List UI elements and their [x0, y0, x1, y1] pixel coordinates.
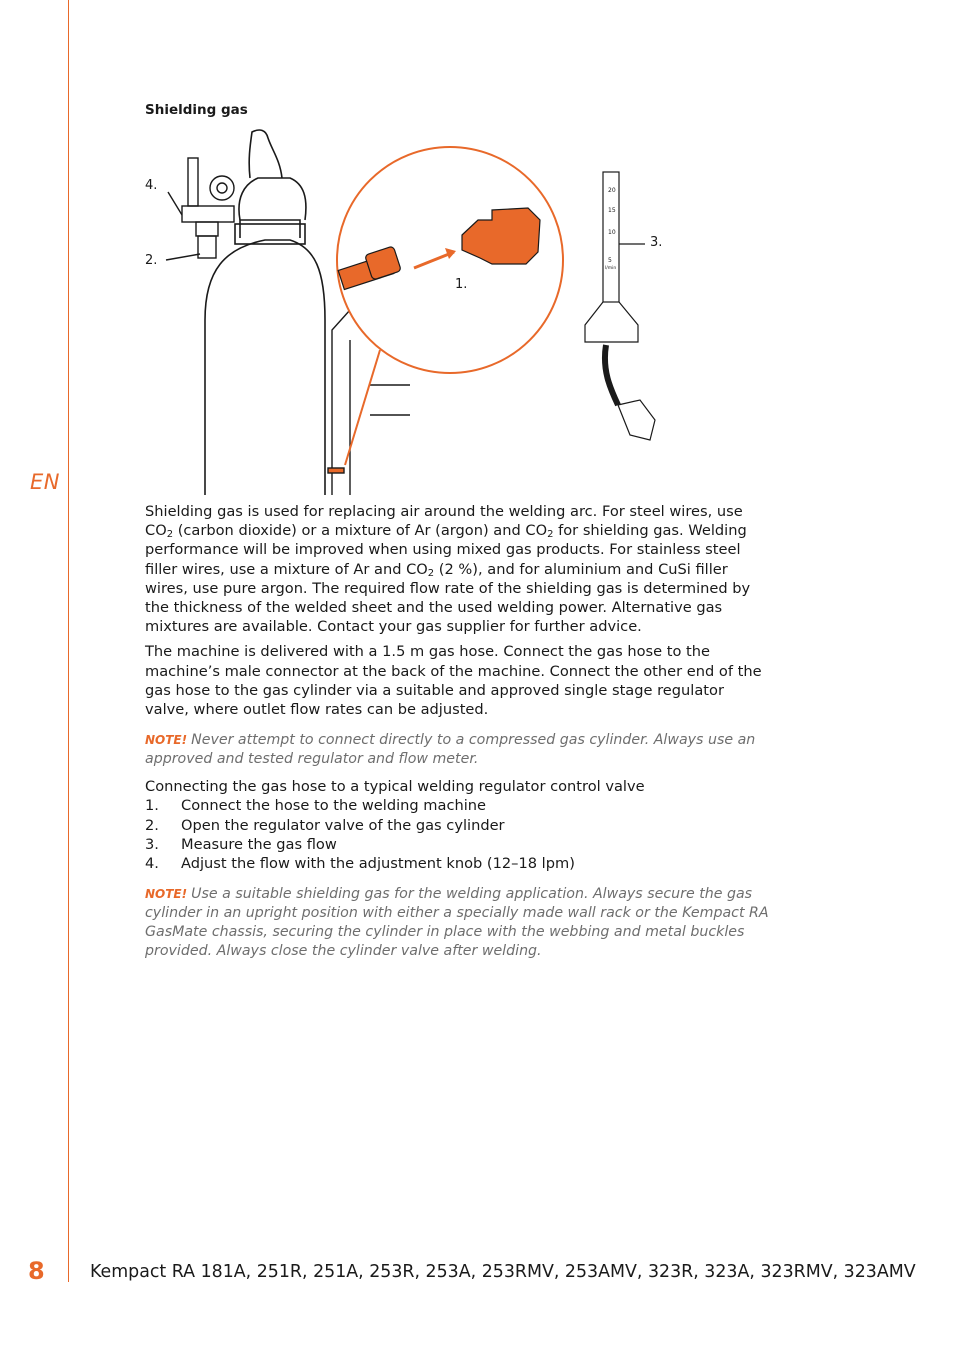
svg-text:15: 15	[608, 207, 616, 214]
paragraph-gas-intro: Shielding gas is used for replacing air around the welding arc. For steel wires, use $CO_2$ (carbon dioxide) or a mixture of Ar (argon) and $CO_2$ for shielding gas. Welding performance will be improved when using mixed gas products. For stainless steel filler wires, use a mixture of Ar and $CO_2$ (2 %), and for aluminium and CuSi filler wires, use pure argon. The required flow rate of the shielding gas is determined by the thickness of the welded sheet and the used welding power. Alternative gas mixtures are available. Contact your gas supplier for further advice.	[145, 503, 751, 636]
paragraph-gas-hose: The machine is delivered with a 1.5 m gas hose. Connect the gas hose to the machine’s male connector at the back of the machine. Connect the other end of the gas hose to the gas cylinder via a suitable and approved single stage regulator valve, where outlet flow rates can be adjusted.	[145, 643, 762, 719]
svg-text:20: 20	[608, 187, 616, 194]
margin-rule	[68, 0, 69, 1282]
flow-meter-icon	[585, 172, 655, 440]
note-cylinder: NOTE! Use a suitable shielding gas for the welding application. Always secure the gas cylinder in an upright position with either a specially made wall rack or the Kempact RA GasMate chassis, securing the cylinder in place with the webbing and metal buckles provided. Always close the cylinder valve after welding.	[145, 886, 769, 960]
section-title: Shielding gas	[145, 102, 248, 118]
list-item: 1. Connect the hose to the welding machine	[145, 797, 487, 815]
svg-text:5: 5	[608, 257, 612, 264]
shielding-gas-figure	[140, 120, 680, 500]
body-content	[145, 502, 770, 969]
footer-title: Kempact RA 181A, 251R, 251A, 253R, 253A, 253RMV, 253AMV, 323R, 323A, 323RMV, 323AMV	[90, 1262, 916, 1282]
svg-text:10: 10	[608, 229, 616, 236]
note-tag: NOTE!	[145, 733, 188, 748]
list-item: 4. Adjust the flow with the adjustment knob (12–18 lpm)	[145, 855, 575, 873]
svg-text:l/min: l/min	[605, 266, 617, 271]
steps-list	[145, 796, 770, 873]
steps-intro: Connecting the gas hose to a typical welding regulator control valve	[145, 778, 645, 796]
gas-cylinder-icon	[205, 130, 325, 495]
regulator-valve-icon	[166, 158, 234, 260]
list-item: 3. Measure the gas flow	[145, 835, 337, 853]
page-number: 8	[28, 1257, 45, 1285]
figure-label-3: 3.	[650, 235, 663, 250]
language-tag: EN	[30, 470, 60, 494]
list-item: 2. Open the regulator valve of the gas cylinder	[145, 816, 505, 834]
figure-label-2: 2.	[145, 253, 158, 268]
figure-label-1: 1.	[455, 277, 468, 292]
figure-label-4: 4.	[145, 178, 158, 193]
hose-connector-icon	[337, 147, 563, 373]
note-regulator: NOTE! Never attempt to connect directly to a compressed gas cylinder. Always use an approved and tested regulator and flow meter.	[145, 732, 756, 768]
note-tag: NOTE!	[145, 887, 188, 902]
